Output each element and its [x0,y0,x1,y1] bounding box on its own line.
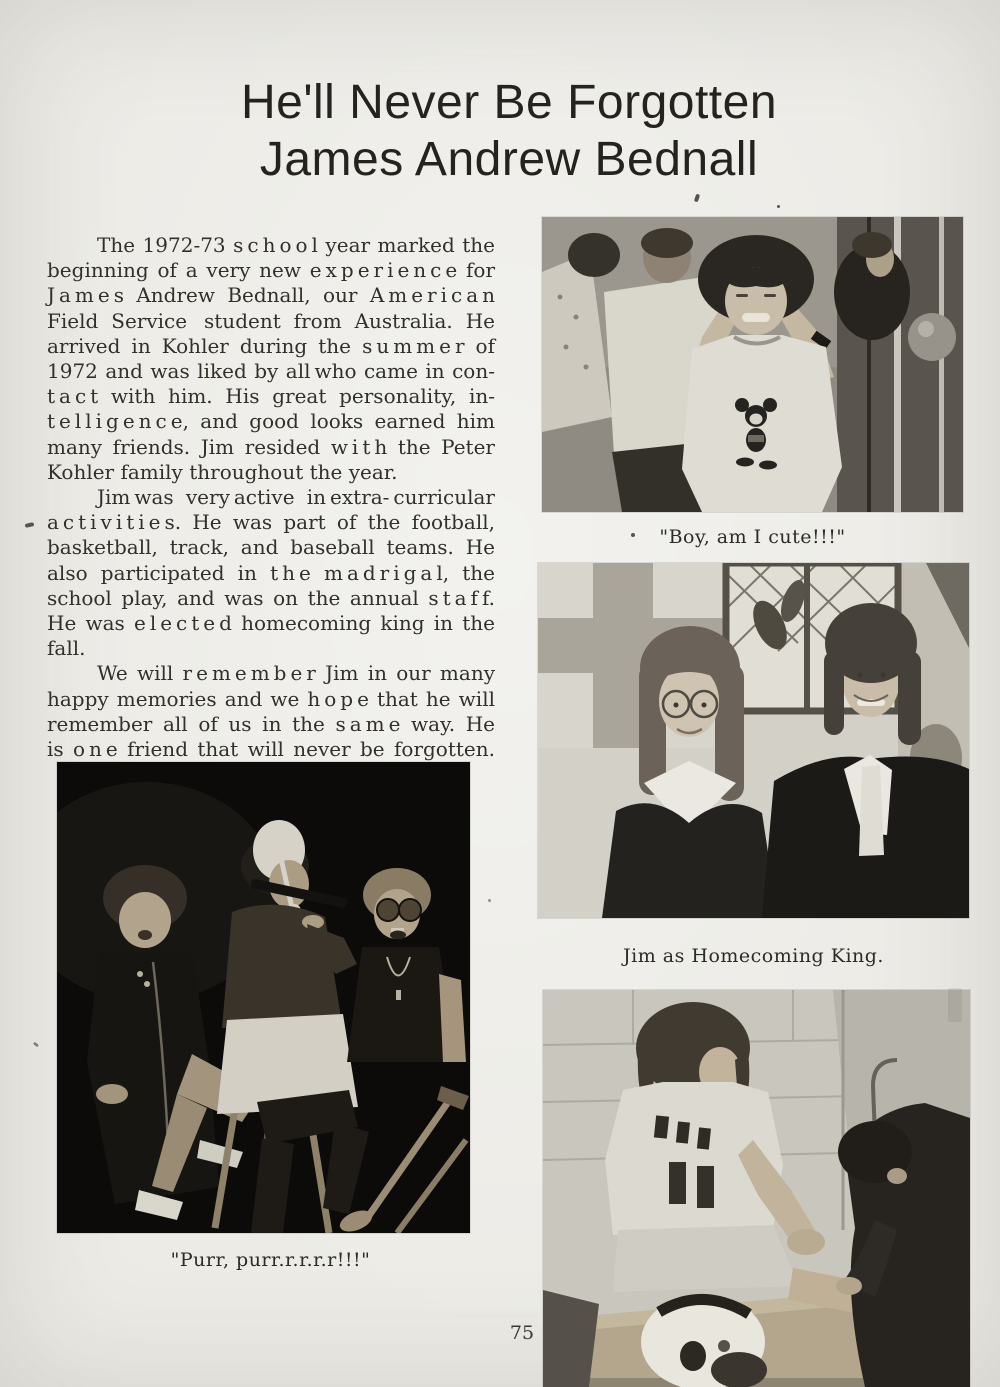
photo-purr-skit [57,762,470,1233]
paper-speck [694,194,700,203]
page-title-line2: James Andrew Bednall [259,133,759,186]
article-line: t a c t with him. His great personality, in- [47,384,495,409]
paper-speck [33,1041,40,1047]
paper-speck [25,522,35,528]
paper-speck [488,899,491,902]
photo-homecoming [538,563,969,918]
article-body [47,233,495,762]
page-title [0,74,1000,188]
article-line: Kohler family throughout the year. [47,459,398,484]
article-line: beginning of a very new e x p e r i e n c e for [47,258,495,283]
article-line: remember all of us in the s a m e way. He [47,711,495,736]
article-line: a c t i v i t i e s. He was part of the football, [47,510,495,535]
photo-mickey-shirt [542,217,963,512]
article-line: happy memories and we h o p e that he will [47,686,495,711]
paper-speck [631,533,635,537]
article-line: Jim was very active in extra- curricular [97,485,495,510]
article-line: is o n e friend that will never be forgotten. [47,737,495,762]
article-line: We will r e m e m b e r Jim in our many [97,661,495,686]
article-line: basketball, track, and baseball teams. He [47,535,495,560]
article-line: fall. [47,636,86,661]
article-line: school play, and was on the annual s t a f f. [47,585,495,610]
photo-homecoming-illustration [538,563,969,918]
article-line: many friends. Jim resided w i t h the Peter [47,434,495,459]
photo-caption-purr: "Purr, purr.r.r.r.r!!!" [170,1249,371,1271]
paper-speck [777,205,780,208]
article-line: arrived in Kohler during the s u m m e r of [47,333,495,358]
article-line: t e l l i g e n c e, and good looks earned him [47,409,495,434]
helmet [641,1294,767,1387]
article-line: 1972 and was liked by all who came in con- [47,359,495,384]
article-line: The 1972-73 s c h o o l year marked the [97,233,495,257]
article-line: also participated in t h e m a d r i g a l, the [47,560,495,585]
page-number: 75 [509,1322,535,1344]
article-line: Field Service student from Australia. He [47,308,495,333]
photo-training-room-illustration [543,990,970,1387]
photo-mickey-shirt-illustration [542,217,963,512]
article-line: J a m e s Andrew Bednall, our A m e r i c a n [47,283,495,308]
photo-caption-homecoming: Jim as Homecoming King. [623,945,884,967]
photo-caption-mickey: "Boy, am I cute!!!" [659,526,846,548]
article-line: He was e l e c t e d homecoming king in the [47,611,495,636]
photo-training-room [543,990,970,1387]
photo-purr-skit-illustration [57,762,470,1233]
ink-smudge [948,988,962,1022]
page-title-line1: He'll Never Be Forgotten [240,76,778,129]
